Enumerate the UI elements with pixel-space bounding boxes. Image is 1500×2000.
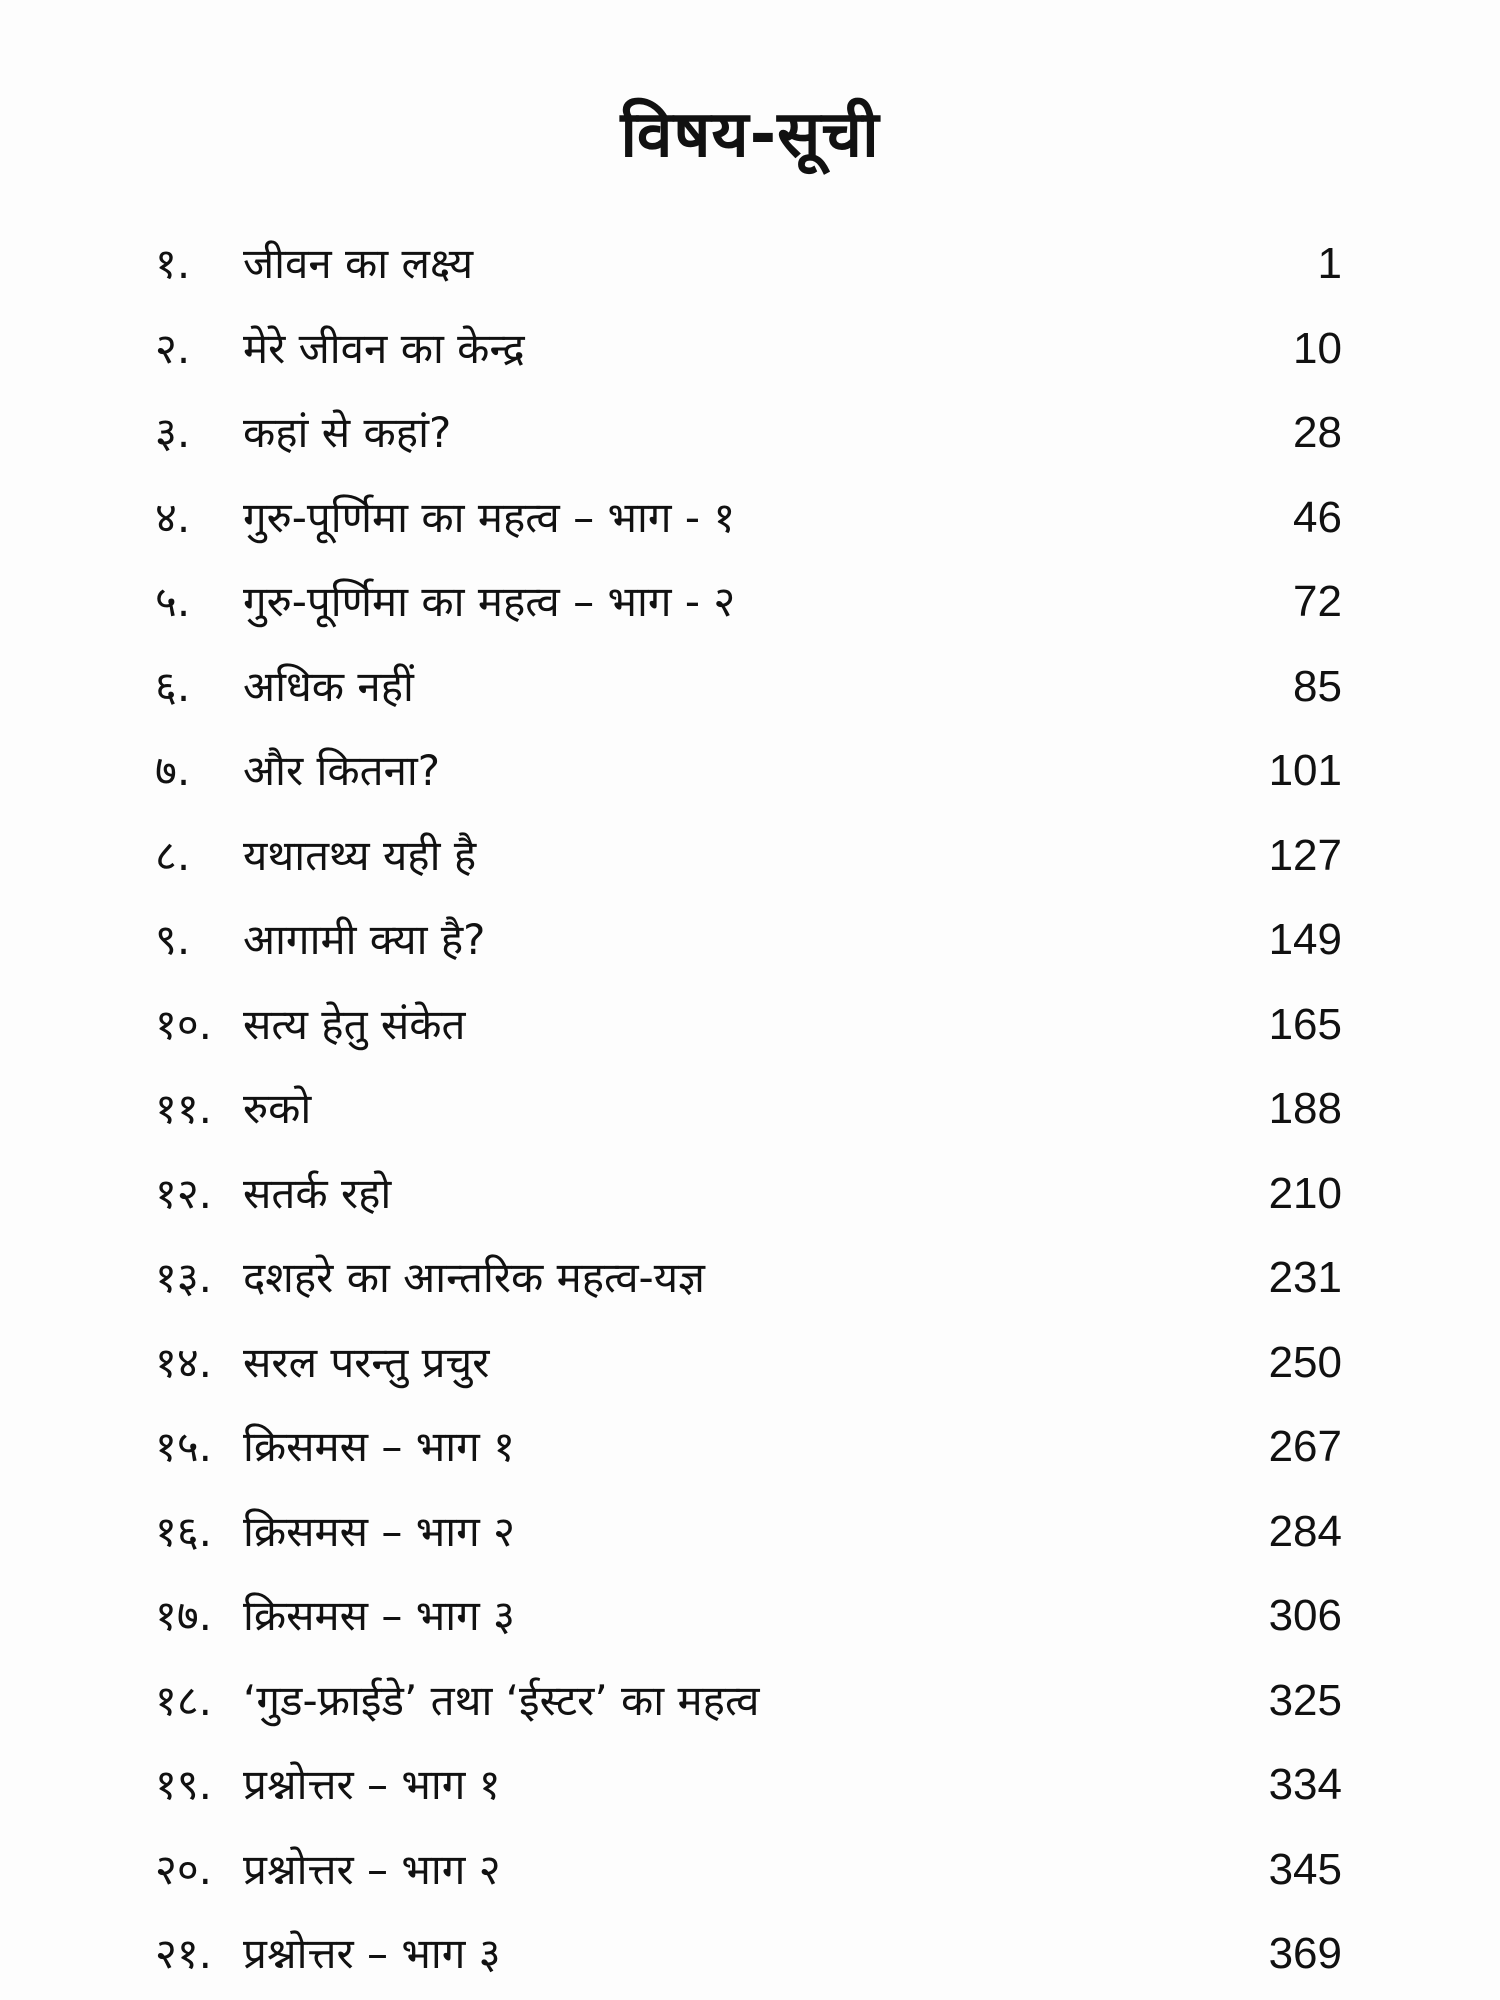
entry-page-number: 306 [1268, 1591, 1342, 1640]
toc-entry [0, 476, 1500, 561]
entry-title: आगामी क्या है? [243, 915, 486, 964]
toc-entry [0, 983, 1500, 1068]
entry-page-number: 101 [1268, 746, 1342, 795]
entry-number: २०. [155, 1844, 213, 1894]
entry-page-number: 28 [1293, 408, 1342, 457]
toc-entry [0, 1659, 1500, 1744]
entry-title: क्रिसमस – भाग १ [243, 1422, 515, 1471]
entry-page-number: 334 [1268, 1760, 1342, 1809]
entry-title: क्रिसमस – भाग २ [243, 1506, 515, 1556]
entry-title: ‘गुड-फ्राईडे’ तथा ‘ईस्टर’ का महत्व [243, 1675, 760, 1725]
toc-entry [0, 1490, 1500, 1575]
toc-entry [0, 814, 1500, 899]
entry-title: मेरे जीवन का केन्द्र [243, 323, 525, 373]
toc-entry [0, 1152, 1500, 1237]
entry-title: क्रिसमस – भाग ३ [243, 1591, 515, 1640]
entry-number: ९. [155, 915, 191, 964]
toc-entry [0, 1321, 1500, 1406]
entry-number: १९. [155, 1760, 213, 1809]
toc-entry [0, 222, 1500, 307]
entry-number: १४. [155, 1337, 213, 1387]
entry-number: १६. [155, 1506, 213, 1556]
entry-number: १८. [155, 1675, 213, 1725]
entry-page-number: 1 [1317, 239, 1342, 288]
entry-page-number: 284 [1268, 1506, 1342, 1556]
toc-entry [0, 645, 1500, 730]
entry-number: २१. [155, 1929, 213, 1978]
entry-number: १५. [155, 1422, 213, 1471]
toc-entry [0, 1912, 1500, 1997]
toc-entry [0, 307, 1500, 392]
entry-title: प्रश्नोत्तर – भाग १ [243, 1760, 501, 1809]
entry-number: १. [155, 239, 191, 288]
entry-number: १७. [155, 1591, 213, 1640]
toc-entry [0, 729, 1500, 814]
entry-title: प्रश्नोत्तर – भाग २ [243, 1844, 501, 1894]
entry-page-number: 46 [1293, 492, 1342, 542]
entry-number: १०. [155, 999, 213, 1049]
entry-page-number: 72 [1293, 577, 1342, 626]
entry-page-number: 345 [1268, 1844, 1342, 1894]
toc-entry [0, 1743, 1500, 1828]
entry-page-number: 231 [1268, 1253, 1342, 1302]
entry-page-number: 369 [1268, 1929, 1342, 1978]
entry-title: यथातथ्य यही है [243, 830, 477, 880]
toc-entry [0, 1405, 1500, 1490]
entry-number: ६. [155, 661, 191, 711]
entry-title: सतर्क रहो [243, 1168, 392, 1218]
entry-title: सरल परन्तु प्रचुर [243, 1337, 490, 1387]
toc-entry [0, 1236, 1500, 1321]
entry-number: ५. [155, 577, 191, 626]
entry-page-number: 127 [1268, 830, 1342, 880]
entry-page-number: 210 [1268, 1168, 1342, 1218]
entry-title: अधिक नहीं [243, 661, 414, 711]
entry-number: ३. [155, 408, 191, 457]
entry-title: कहां से कहां? [243, 408, 452, 457]
entry-number: २. [155, 323, 191, 373]
entry-page-number: 85 [1293, 661, 1342, 711]
entry-number: ४. [155, 492, 191, 542]
toc-entry [0, 1828, 1500, 1913]
entry-title: जीवन का लक्ष्य [243, 239, 474, 288]
entry-page-number: 188 [1268, 1084, 1342, 1133]
toc-entry [0, 898, 1500, 983]
entry-page-number: 267 [1268, 1422, 1342, 1471]
toc-entry [0, 560, 1500, 645]
toc-entry [0, 1067, 1500, 1152]
toc-entry [0, 391, 1500, 476]
entry-title: प्रश्नोत्तर – भाग ३ [243, 1929, 501, 1978]
entry-title: गुरु-पूर्णिमा का महत्व – भाग - १ [243, 492, 736, 542]
entry-page-number: 325 [1268, 1675, 1342, 1725]
entry-page-number: 165 [1268, 999, 1342, 1049]
entry-title: रुको [243, 1084, 312, 1133]
entry-title: गुरु-पूर्णिमा का महत्व – भाग - २ [243, 577, 736, 626]
entry-page-number: 250 [1268, 1337, 1342, 1387]
entry-title: सत्य हेतु संकेत [243, 999, 466, 1049]
entry-title: दशहरे का आन्तरिक महत्व-यज्ञ [243, 1253, 705, 1302]
entry-number: १३. [155, 1253, 213, 1302]
entry-page-number: 149 [1268, 915, 1342, 964]
toc-entry [0, 1574, 1500, 1659]
entry-number: ८. [155, 830, 191, 880]
page-title: विषय-सूची [620, 97, 880, 172]
entry-number: ७. [155, 746, 191, 795]
entry-page-number: 10 [1293, 323, 1342, 373]
entry-number: ११. [155, 1084, 213, 1133]
entry-title: और कितना? [243, 746, 441, 795]
table-of-contents [0, 222, 1500, 1997]
entry-number: १२. [155, 1168, 213, 1218]
